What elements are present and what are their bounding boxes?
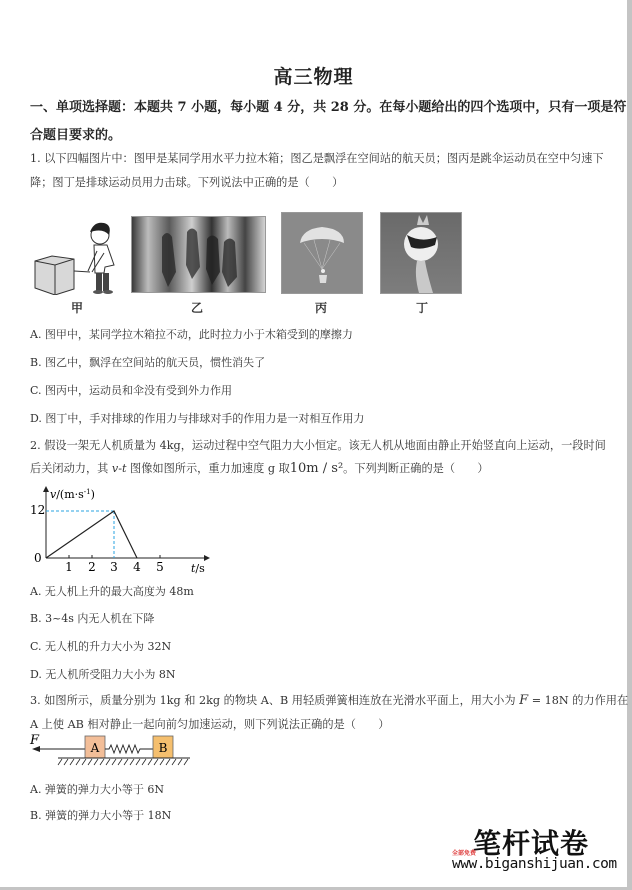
q1-stem-line1: 1. 以下四幅图片中：图甲是某同学用水平力拉木箱；图乙是飘浮在空间站的航天员；图丙是跳伞运动员在空中匀速下 xyxy=(30,152,604,165)
q2-stem-line2: 后关闭动力，其 v-t 图像如图所示，重力加速度 g 取10m / s²。下列判断正确的是（ ） xyxy=(30,461,489,476)
q3-stem-line2: A 上使 AB 相对静止一起向前匀加速运动，则下列说法正确的是（ ） xyxy=(30,718,390,731)
vt-graph xyxy=(22,478,212,574)
q1-option-a[interactable]: A. 图甲中，某同学拉木箱拉不动，此时拉力小于木箱受到的摩擦力 xyxy=(30,328,353,341)
block-a-label: A xyxy=(90,741,100,755)
svg-text:5: 5 xyxy=(156,560,164,574)
svg-text:t/s: t/s xyxy=(191,562,205,574)
svg-text:2: 2 xyxy=(88,560,96,574)
q2-option-a[interactable]: A. 无人机上升的最大高度为 48m xyxy=(30,585,194,598)
q2-option-d[interactable]: D. 无人机所受阻力大小为 8N xyxy=(30,668,176,681)
q3-stem-line1: 3. 如图所示，质量分别为 1kg 和 2kg 的物块 A、B 用轻质弹簧相连放在光滑水平面上，用大小为 F = 18N 的力作用在 xyxy=(30,693,629,708)
q1-option-d[interactable]: D. 图丁中，手对排球的作用力与排球对手的作用力是一对相互作用力 xyxy=(30,412,365,425)
q2-option-b[interactable]: B. 3~4s 内无人机在下降 xyxy=(30,612,155,625)
force-label: F xyxy=(30,733,40,748)
q3-option-b[interactable]: B. 弹簧的弹力大小等于 18N xyxy=(30,809,172,822)
svg-text:3: 3 xyxy=(110,560,118,574)
astronauts-floating-photo xyxy=(131,216,266,293)
watermark-tag: 全部免费 xyxy=(452,850,477,857)
figure-label-yi: 乙 xyxy=(190,301,203,315)
figure-label-bing: 丙 xyxy=(314,301,327,315)
svg-text:4: 4 xyxy=(133,560,141,574)
section-header-line2: 合题目要求的。 xyxy=(30,128,122,143)
parachutist-photo xyxy=(281,212,363,294)
svg-text:1: 1 xyxy=(65,560,73,574)
section-header-line1: 一、单项选择题：本题共 7 小题，每小题 4 分，共 28 分。在每小题给出的四个选项中，只有一项是符 xyxy=(30,100,627,115)
q1-stem-line2: 降；图丁是排球运动员用力击球。下列说法中正确的是（ ） xyxy=(30,176,344,189)
y-tick-0: 0 xyxy=(34,551,42,565)
svg-text:v/(m·s-1): $v/(m\cdot s^{-1})$ xyxy=(50,488,95,501)
volleyball-hit-photo xyxy=(380,212,462,294)
q1-option-b[interactable]: B. 图乙中，飘浮在空间站的航天员，惯性消失了 xyxy=(30,356,266,369)
watermark-url[interactable]: www.biganshijuan.com xyxy=(452,856,617,872)
spring-blocks-diagram xyxy=(28,733,198,769)
y-tick-12: 12 xyxy=(30,503,46,517)
figure-label-ding: 丁 xyxy=(415,301,428,315)
q2-option-c[interactable]: C. 无人机的升力大小为 32N xyxy=(30,640,172,653)
block-b-label: B xyxy=(158,741,168,755)
watermark-brand: 笔杆试卷 xyxy=(473,827,590,860)
q2-stem-line1: 2. 假设一架无人机质量为 4kg，运动过程中空气阻力大小恒定。该无人机从地面由静止开始竖直向上运动，一段时间 xyxy=(30,439,606,452)
page-title: 高三物理 xyxy=(273,66,354,88)
q1-option-c[interactable]: C. 图丙中，运动员和伞没有受到外力作用 xyxy=(30,384,233,397)
student-pulling-box-figure xyxy=(32,215,122,295)
figure-label-jia: 甲 xyxy=(70,301,83,315)
q3-option-a[interactable]: A. 弹簧的弹力大小等于 6N xyxy=(30,783,165,796)
